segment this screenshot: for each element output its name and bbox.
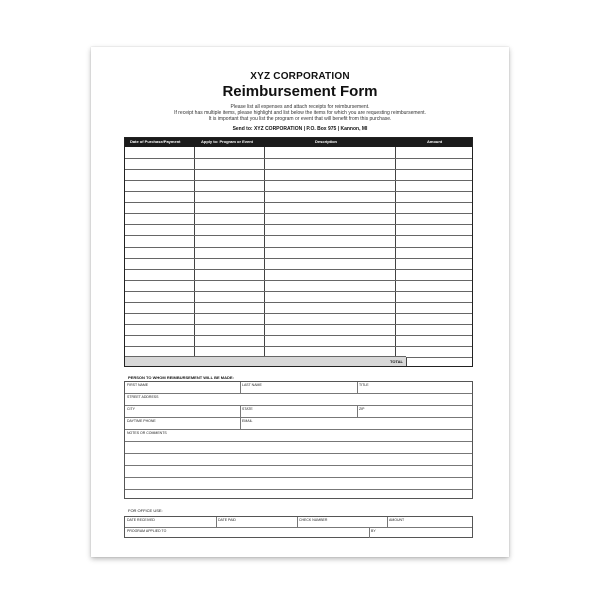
expense-row-line xyxy=(125,224,472,225)
reimbursement-form-sheet xyxy=(91,47,509,557)
form-title: Reimbursement Form xyxy=(222,83,378,100)
send-to-address: Send to: XYZ CORPORATION | P.O. Box 975 | Kannon, MI xyxy=(232,126,368,132)
total-row xyxy=(125,356,406,366)
field-divider xyxy=(297,517,298,527)
expense-row-line xyxy=(125,269,472,270)
expense-row-line xyxy=(125,191,472,192)
expense-row-line xyxy=(125,202,472,203)
field-divider xyxy=(125,417,472,418)
first-name-field[interactable]: FIRST NAME xyxy=(127,383,149,387)
field-divider xyxy=(125,489,472,490)
date-received-field[interactable]: DATE RECEIVED xyxy=(127,518,155,522)
last-name-field[interactable]: LAST NAME xyxy=(242,383,262,387)
column-divider xyxy=(264,147,265,357)
office-use-heading: FOR OFFICE USE: xyxy=(128,508,163,513)
office-amount-field[interactable]: AMOUNT xyxy=(389,518,405,522)
company-name: XYZ CORPORATION xyxy=(250,71,350,82)
program-applied-field[interactable]: PROGRAM APPLIED TO xyxy=(127,529,167,533)
expense-row-line xyxy=(125,180,472,181)
field-divider xyxy=(357,405,358,417)
check-number-field[interactable]: CHECK NUMBER xyxy=(299,518,328,522)
expense-table-header xyxy=(125,138,472,147)
expense-row-line xyxy=(125,313,472,314)
field-divider xyxy=(125,465,472,466)
person-section xyxy=(124,381,473,499)
by-field[interactable]: BY xyxy=(371,529,376,533)
expense-row-line xyxy=(125,235,472,236)
column-header-program: Apply to: Program or Event xyxy=(201,139,254,144)
field-divider xyxy=(240,417,241,429)
expense-row-line xyxy=(125,302,472,303)
daytime-phone-field[interactable]: DAYTIME PHONE xyxy=(127,419,156,423)
field-divider xyxy=(357,382,358,393)
notes-comments-field[interactable]: NOTES OR COMMENTS xyxy=(127,431,167,435)
expense-row-line xyxy=(125,280,472,281)
field-divider xyxy=(369,527,370,538)
field-divider xyxy=(125,393,472,394)
expense-row-line xyxy=(125,258,472,259)
column-header-date: Date of Purchase/Payment xyxy=(130,139,181,144)
field-divider xyxy=(125,527,472,528)
total-label: TOTAL xyxy=(390,359,403,364)
expense-row-line xyxy=(125,324,472,325)
field-divider xyxy=(125,453,472,454)
zip-field[interactable]: ZIP xyxy=(359,407,365,411)
instruction-line-1: Please list all expenses and attach receipts for reimbursement. xyxy=(230,104,370,110)
field-divider xyxy=(125,441,472,442)
street-address-field[interactable]: STREET ADDRESS xyxy=(127,395,159,399)
field-divider xyxy=(387,517,388,527)
field-divider xyxy=(240,382,241,393)
instruction-line-3: It is important that you list the program or event that will benefit from this purchase. xyxy=(208,116,392,122)
column-header-description: Description xyxy=(315,139,338,144)
city-field[interactable]: CITY xyxy=(127,407,135,411)
instruction-line-2: If receipt has multiple items, please highlight and list below the items for which you are requesting reimbursement. xyxy=(174,110,426,116)
title-field[interactable]: TITLE xyxy=(359,383,369,387)
person-section-heading: PERSON TO WHOM REIMBURSEMENT WILL BE MADE: xyxy=(128,375,234,380)
column-header-amount: Amount xyxy=(427,139,443,144)
column-divider xyxy=(194,147,195,357)
expense-row-line xyxy=(125,291,472,292)
office-use-section xyxy=(124,516,473,538)
expense-row-line xyxy=(125,158,472,159)
field-divider xyxy=(216,517,217,527)
date-paid-field[interactable]: DATE PAID xyxy=(218,518,236,522)
field-divider xyxy=(125,405,472,406)
expense-row-line xyxy=(125,346,472,347)
field-divider xyxy=(125,477,472,478)
expense-row-line xyxy=(125,169,472,170)
state-field[interactable]: STATE xyxy=(242,407,253,411)
total-amount-field[interactable] xyxy=(406,357,472,366)
field-divider xyxy=(240,405,241,417)
field-divider xyxy=(125,429,472,430)
email-field[interactable]: EMAIL xyxy=(242,419,253,423)
expense-row-line xyxy=(125,335,472,336)
expense-row-line xyxy=(125,247,472,248)
expense-row-line xyxy=(125,213,472,214)
expense-table xyxy=(124,137,473,367)
